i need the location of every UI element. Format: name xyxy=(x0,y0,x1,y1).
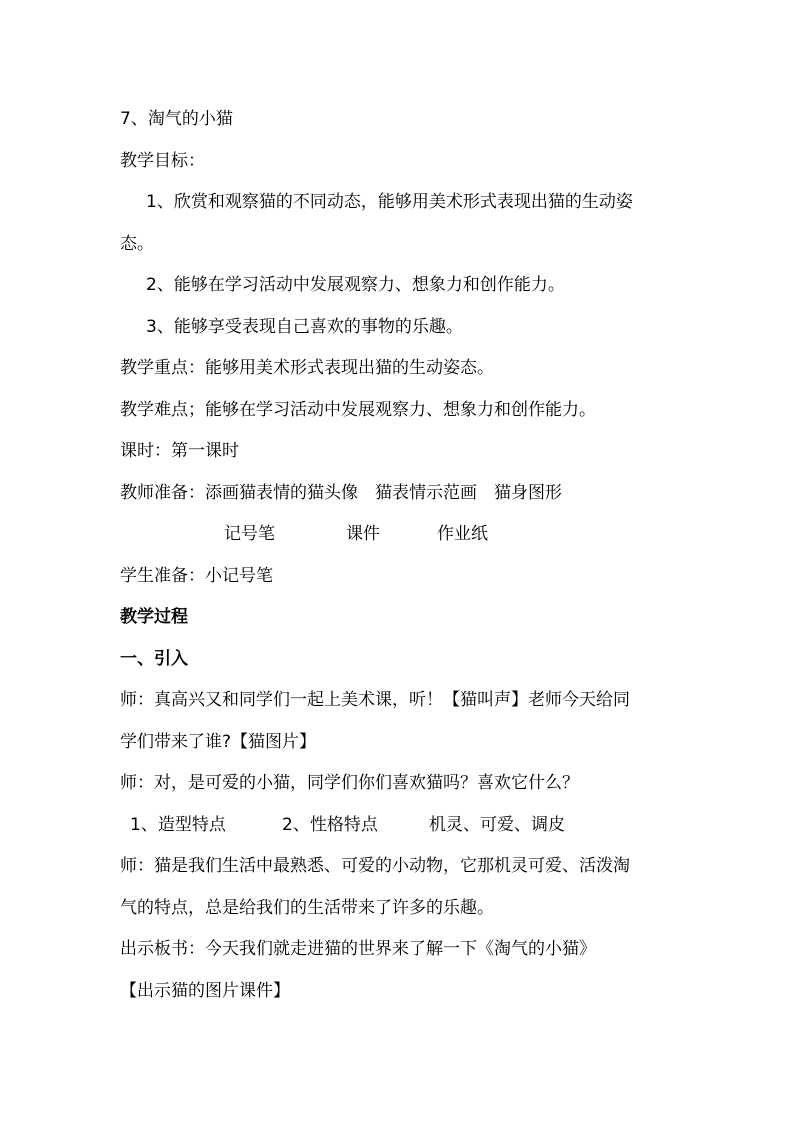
trait-item: 2、性格特点 xyxy=(282,815,378,835)
paragraph-line: 师：猫是我们生活中最熟悉、可爱的小动物，它那机灵可爱、活泼淘 xyxy=(120,856,630,876)
objective-2: 2、能够在学习活动中发展观察力、想象力和创作能力。 xyxy=(146,275,565,295)
teacher-prep-item: 添画猫表情的猫头像 xyxy=(205,483,358,503)
paragraph-line: 学们带来了谁?【猫图片】 xyxy=(120,732,317,752)
difficult-point: 教学难点；能够在学习活动中发展观察力、想象力和创作能力。 xyxy=(120,400,596,420)
paragraph-line: 师：对，是可爱的小猫，同学们你们喜欢猫吗？喜欢它什么？ xyxy=(120,773,579,793)
trait-item: 1、造型特点 xyxy=(130,815,226,835)
board-text: 出示板书：今天我们就走进猫的世界来了解一下《淘气的小猫》 xyxy=(120,939,596,959)
paragraph-line: 气的特点，总是给我们的生活带来了许多的乐趣。 xyxy=(120,898,494,918)
class-hours: 课时：第一课时 xyxy=(120,441,239,461)
paragraph-line: 师：真高兴又和同学们一起上美术课，听！【猫叫声】老师今天给同 xyxy=(120,690,630,710)
teacher-prep-item: 猫身图形 xyxy=(494,483,562,503)
process-heading: 教学过程 xyxy=(120,607,188,627)
objective-3: 3、能够享受表现自己喜欢的事物的乐趣。 xyxy=(146,317,463,337)
teacher-prep-row1 xyxy=(120,481,562,505)
lesson-title: 7、淘气的小猫 xyxy=(120,109,233,129)
section-heading: 一、引入 xyxy=(120,649,188,669)
teacher-prep-item: 记号笔 xyxy=(224,524,275,544)
objective-1-line1: 1、欣赏和观察猫的不同动态，能够用美术形式表现出猫的生动姿 xyxy=(146,192,633,212)
teacher-prep-item: 作业纸 xyxy=(437,524,488,544)
courseware-note: 【出示猫的图片课件】 xyxy=(120,981,290,1001)
student-prep: 学生准备：小记号笔 xyxy=(120,566,273,586)
trait-item: 机灵、可爱、调皮 xyxy=(429,815,565,835)
key-point: 教学重点：能够用美术形式表现出猫的生动姿态。 xyxy=(120,358,494,378)
teacher-prep-item: 猫表情示范画 xyxy=(375,483,477,503)
objectives-heading: 教学目标： xyxy=(120,151,205,171)
teacher-prep-label: 教师准备： xyxy=(120,483,205,503)
objective-1-line2: 态。 xyxy=(120,234,154,254)
teacher-prep-item: 课件 xyxy=(346,524,380,544)
